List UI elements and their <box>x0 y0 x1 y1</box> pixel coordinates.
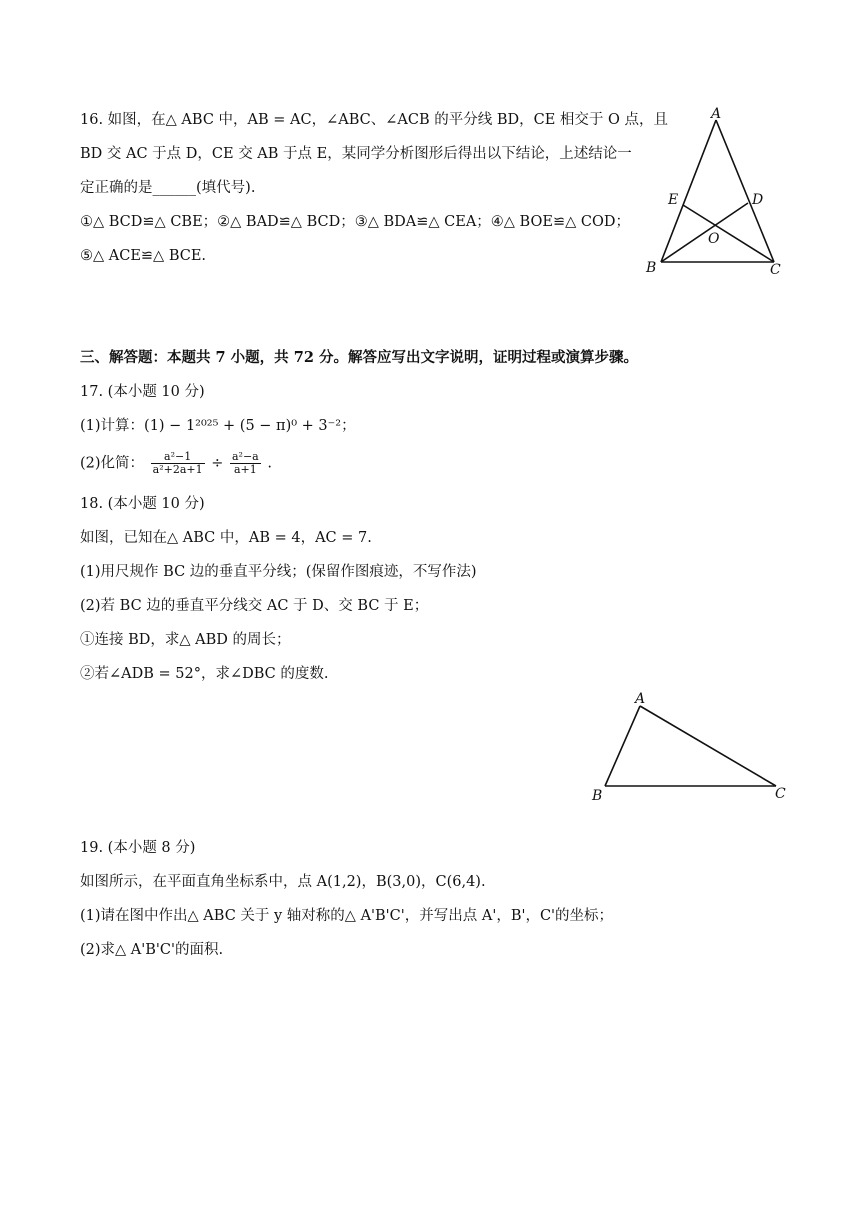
label-C: C <box>775 786 786 802</box>
section3-heading: 三、解答题：本题共 7 小题，共 72 分。解答应写出文字说明，证明过程或演算步骤。 <box>80 349 638 366</box>
q16-triangle-figure <box>636 106 796 278</box>
q16-line4: ①△ BCD≌△ CBE；②△ BAD≌△ BCD；③△ BDA≌△ CEA；④△ BOE≌△ COD； <box>80 214 630 230</box>
q18-line3: (2)若 BC 边的垂直平分线交 AC 于 D、交 BC 于 E； <box>80 598 429 614</box>
q17-part2-suffix: . <box>267 455 272 472</box>
q19-line3: (2)求△ A'B'C'的面积. <box>80 942 224 958</box>
q18-line4: ①连接 BD，求△ ABD 的周长； <box>80 632 291 648</box>
q16-line5: ⑤△ ACE≌△ BCE. <box>80 248 207 264</box>
label-A: A <box>711 106 722 122</box>
q16-line1: 16. 如图，在△ ABC 中，AB = AC，∠ABC、∠ACB 的平分线 BD，CE 相交于 O 点，且 <box>80 112 668 128</box>
segment-AC <box>716 120 774 262</box>
label-B: B <box>592 788 603 804</box>
segment-AC <box>640 706 776 786</box>
label-C: C <box>770 262 781 278</box>
q17-title: 17. (本小题 10 分) <box>80 384 205 400</box>
q18-line2: (1)用尺规作 BC 边的垂直平分线；(保留作图痕迹，不写作法) <box>80 564 477 580</box>
label-A: A <box>635 691 646 707</box>
q17-divide-sign: ÷ <box>211 455 224 472</box>
q18-triangle-figure <box>584 686 796 806</box>
q17-fraction-2-denominator: a+1 <box>233 463 257 476</box>
q16-line2: BD 交 AC 于点 D，CE 交 AB 于点 E，某同学分析图形后得出以下结论，上述结论一 <box>80 146 632 162</box>
q18-line5: ②若∠ADB = 52°，求∠DBC 的度数. <box>80 666 329 682</box>
label-O: O <box>708 231 720 247</box>
q17-fraction-1-denominator: a²+2a+1 <box>152 463 203 476</box>
segment-CE <box>683 205 774 262</box>
q17-fraction-2-numerator: a²−a <box>232 450 259 463</box>
q18-line1: 如图，已知在△ ABC 中，AB = 4，AC = 7. <box>80 530 372 546</box>
segment-AB <box>605 706 640 786</box>
q16-line3: 定正确的是______(填代号). <box>80 180 256 196</box>
segment-BD <box>661 203 748 262</box>
q17-fraction-1-numerator: a²−1 <box>151 451 205 464</box>
label-E: E <box>668 192 679 208</box>
label-D: D <box>752 192 764 208</box>
q17-part1: (1)计算：(1) − 1²⁰²⁵ + (5 − π)⁰ + 3⁻²； <box>80 418 356 434</box>
q19-title: 19. (本小题 8 分) <box>80 840 196 856</box>
q17-part2 <box>80 451 272 476</box>
q17-fraction-2 <box>230 451 261 476</box>
label-B: B <box>646 260 657 276</box>
q18-title: 18. (本小题 10 分) <box>80 496 205 512</box>
q19-line1: 如图所示，在平面直角坐标系中，点 A(1,2)，B(3,0)，C(6,4). <box>80 874 486 890</box>
q19-line2: (1)请在图中作出△ ABC 关于 y 轴对称的△ A'B'C'，并写出点 A'，B'，C'的坐标； <box>80 908 614 924</box>
q17-part2-prefix: (2)化简： <box>80 455 145 472</box>
q17-fraction-1 <box>151 451 205 476</box>
